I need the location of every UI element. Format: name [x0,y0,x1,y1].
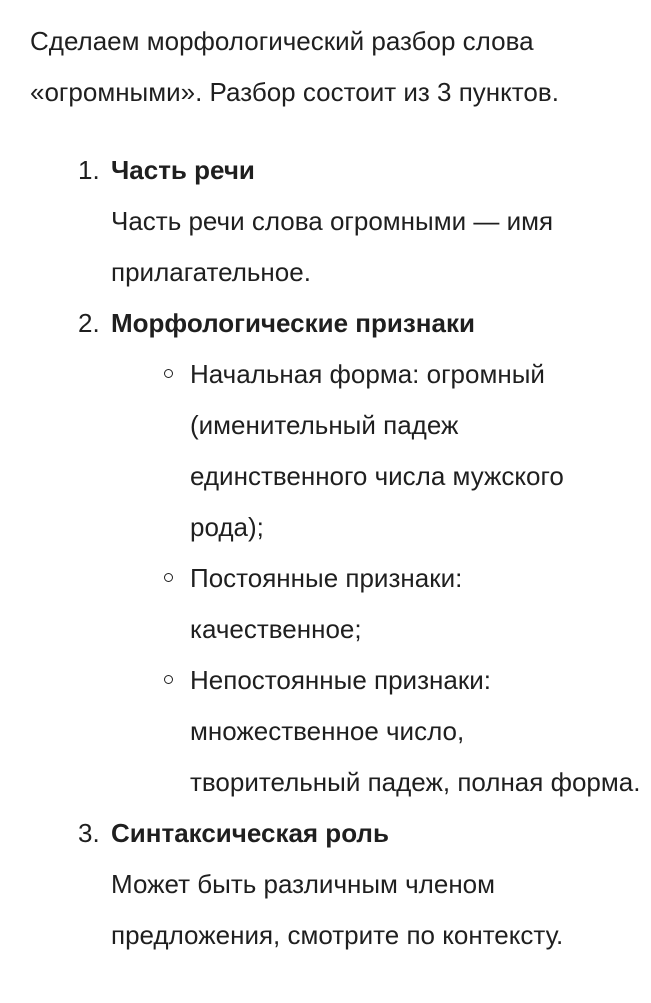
list-number: 3. [78,818,100,848]
circle-bullet-icon [164,369,173,378]
list-body [111,196,611,298]
sub-line: единственного числа мужского [190,461,564,491]
intro-line: Сделаем морфологический разбор слова [30,26,534,56]
body-line: Может быть различным членом [111,869,496,899]
sub-line: рода); [190,512,264,542]
list-body [111,859,611,961]
sub-item-text [190,553,462,655]
body-line: предложения, смотрите по контексту. [111,920,564,950]
sub-line: Начальная форма: огромный [190,359,545,389]
sub-line: Постоянные признаки: [190,563,463,593]
circle-bullet-icon [164,573,173,582]
list-heading: Синтаксическая роль [111,818,389,848]
sub-line: множественное число, [190,716,465,746]
body-line: прилагательное. [111,257,311,287]
list-heading: Морфологические признаки [111,308,475,338]
sub-line: Непостоянные признаки: [190,665,491,695]
sub-item-text [190,655,640,808]
intro-line: «огромными». Разбор состоит из 3 пунктов. [30,77,559,107]
intro-paragraph [30,16,640,118]
body-line: Часть речи слова огромными — имя [111,206,554,236]
list-heading: Часть речи [111,155,255,185]
circle-bullet-icon [164,675,173,684]
sub-item-text [190,349,564,553]
sub-line: (именительный падеж [190,410,459,440]
sub-line: качественное; [190,614,362,644]
list-number: 1. [78,155,100,185]
list-number: 2. [78,308,100,338]
sub-line: творительный падеж, полная форма. [190,767,641,797]
